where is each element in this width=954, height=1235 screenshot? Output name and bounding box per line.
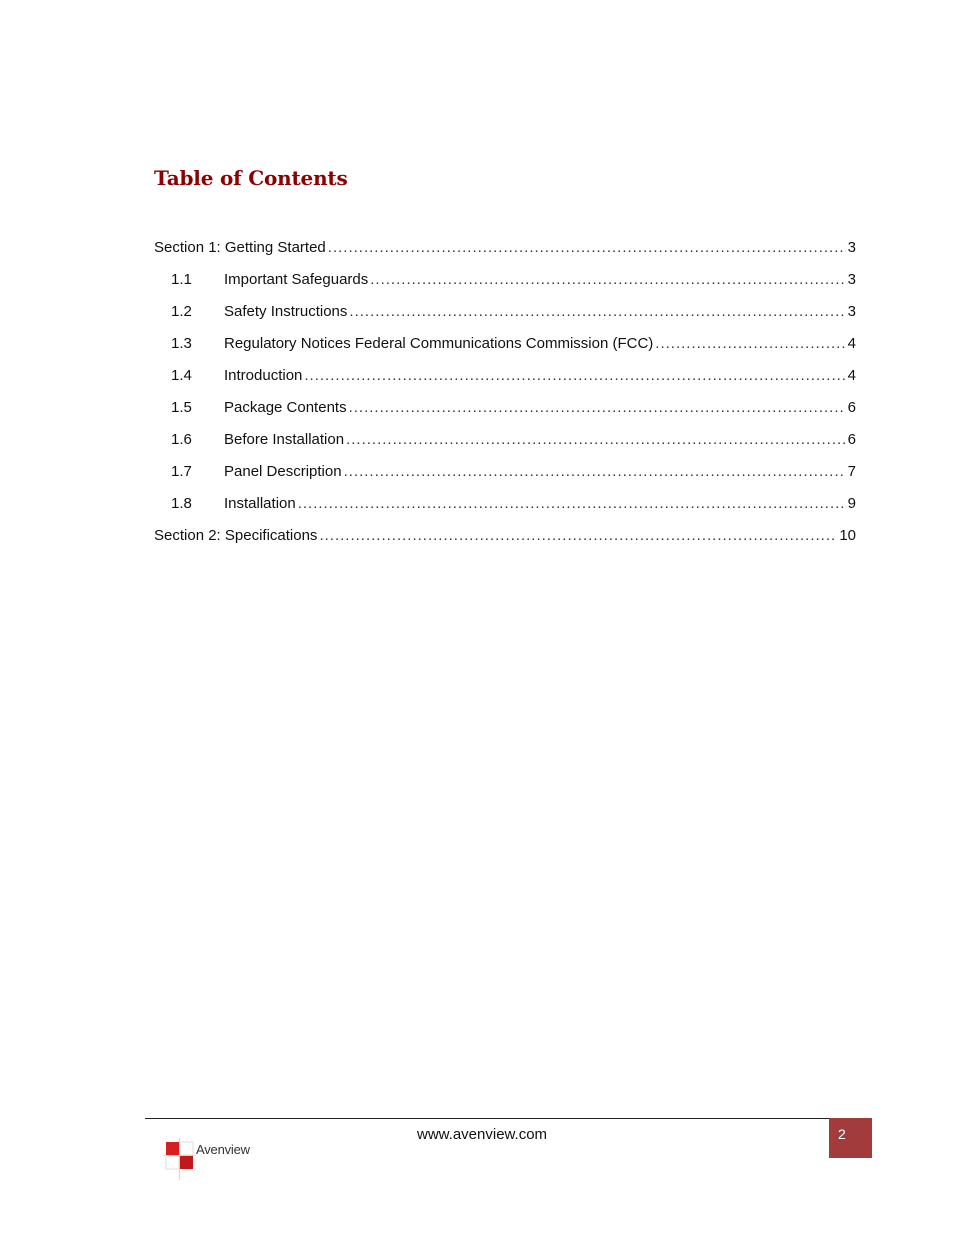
- toc-entry-number: 1.1: [171, 271, 192, 288]
- toc-dot-leader: [370, 270, 845, 290]
- toc-dot-leader: [319, 526, 837, 546]
- toc-entry-text: Important Safeguards: [224, 271, 369, 288]
- toc-entry-section-1[interactable]: [154, 238, 856, 270]
- footer-website-link[interactable]: www.avenview.com: [417, 1126, 548, 1143]
- toc-entry-number: 1.5: [171, 399, 192, 416]
- toc-entry-text: Package Contents: [224, 399, 347, 416]
- page-number-badge: [829, 1118, 872, 1158]
- toc-entry-section-2[interactable]: [154, 526, 856, 558]
- page-title: Table of Contents: [154, 166, 348, 190]
- toc-entry-1-5[interactable]: [154, 398, 856, 430]
- toc-entry-1-8[interactable]: [154, 494, 856, 526]
- toc-entry-text: Section 2: Specifications: [154, 527, 318, 544]
- logo-squares-icon: [160, 1136, 196, 1180]
- toc-entry-text: Panel Description: [224, 463, 342, 480]
- toc-entry-1-3[interactable]: [154, 334, 856, 366]
- toc-entry-text: Introduction: [224, 367, 303, 384]
- toc-entry-page: 10: [839, 527, 856, 544]
- avenview-logo: [160, 1136, 260, 1180]
- toc-dot-leader: [328, 238, 846, 258]
- toc-dot-leader: [304, 366, 845, 386]
- toc-entry-page: 3: [847, 271, 856, 288]
- toc-entry-text: Safety Instructions: [224, 303, 348, 320]
- toc-entry-page: 4: [847, 335, 856, 352]
- table-of-contents: [154, 238, 856, 558]
- toc-entry-page: 3: [847, 239, 856, 256]
- toc-entry-1-7[interactable]: [154, 462, 856, 494]
- toc-entry-number: 1.7: [171, 463, 192, 480]
- toc-entry-number: 1.4: [171, 367, 192, 384]
- toc-dot-leader: [655, 334, 845, 354]
- toc-entry-text: Regulatory Notices Federal Communications Commission (FCC): [224, 335, 654, 352]
- toc-entry-page: 3: [847, 303, 856, 320]
- toc-entry-number: 1.2: [171, 303, 192, 320]
- toc-entry-page: 6: [847, 399, 856, 416]
- toc-dot-leader: [349, 398, 846, 418]
- toc-entry-text: Installation: [224, 495, 296, 512]
- toc-entry-page: 4: [847, 367, 856, 384]
- toc-dot-leader: [344, 462, 846, 482]
- toc-dot-leader: [349, 302, 845, 322]
- toc-entry-text: Section 1: Getting Started: [154, 239, 326, 256]
- toc-entry-page: 6: [847, 431, 856, 448]
- toc-entry-1-6[interactable]: [154, 430, 856, 462]
- page-number: 2: [838, 1126, 846, 1142]
- toc-entry-number: 1.6: [171, 431, 192, 448]
- toc-entry-1-2[interactable]: [154, 302, 856, 334]
- toc-dot-leader: [346, 430, 846, 450]
- logo-text: Avenview: [196, 1142, 250, 1157]
- toc-entry-1-1[interactable]: [154, 270, 856, 302]
- toc-entry-1-4[interactable]: [154, 366, 856, 398]
- toc-entry-text: Before Installation: [224, 431, 345, 448]
- toc-dot-leader: [298, 494, 846, 514]
- toc-entry-page: 7: [847, 463, 856, 480]
- toc-entry-number: 1.8: [171, 495, 192, 512]
- footer-divider: [145, 1118, 829, 1119]
- toc-entry-number: 1.3: [171, 335, 192, 352]
- toc-entry-page: 9: [847, 495, 856, 512]
